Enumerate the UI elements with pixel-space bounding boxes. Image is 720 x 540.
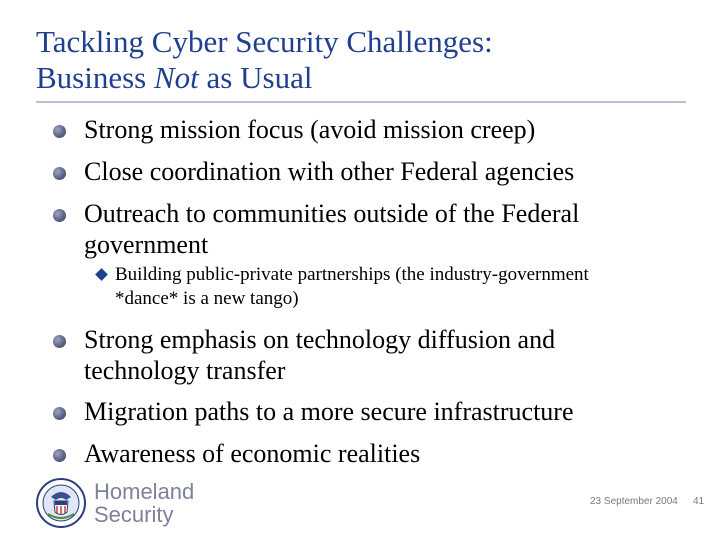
diamond-bullet-icon bbox=[95, 268, 108, 281]
logo-wordmark bbox=[94, 480, 194, 526]
bullet-item: Outreach to communities outside of the Federal government bbox=[52, 198, 654, 260]
bullet-list-bottom bbox=[52, 324, 682, 469]
dhs-logo bbox=[36, 478, 226, 528]
bullet-dot-icon bbox=[53, 335, 66, 348]
footer-date: 23 September 2004 bbox=[590, 496, 678, 507]
slide-title bbox=[36, 24, 676, 96]
bullet-list-top bbox=[52, 114, 682, 260]
bullet-item: Migration paths to a more secure infrastructure bbox=[52, 396, 682, 427]
bullet-item: Strong emphasis on technology diffusion and technology transfer bbox=[52, 324, 644, 386]
title-emphasis: Not bbox=[154, 60, 199, 95]
bullet-dot-icon bbox=[53, 209, 66, 222]
bullet-item: Close coordination with other Federal agencies bbox=[52, 156, 682, 187]
sub-bullet-item: Building public-private partnerships (the industry-government *dance* is a new tango) bbox=[95, 263, 655, 311]
bullet-dot-icon bbox=[53, 125, 66, 138]
bullet-dot-icon bbox=[53, 407, 66, 420]
title-divider bbox=[36, 101, 686, 103]
bullet-dot-icon bbox=[53, 449, 66, 462]
title-line-1: Tackling Cyber Security Challenges: bbox=[36, 24, 493, 59]
logo-line-2: Security bbox=[94, 502, 174, 527]
page-number: 41 bbox=[693, 496, 705, 507]
bullet-item: Strong mission focus (avoid mission creep) bbox=[52, 114, 682, 145]
title-line-2 bbox=[36, 60, 676, 96]
title-line-2-start: Business bbox=[36, 60, 154, 95]
bullet-item: Awareness of economic realities bbox=[52, 438, 682, 469]
logo-line-1: Homeland bbox=[94, 479, 195, 504]
title-line-2-end: as Usual bbox=[198, 60, 313, 95]
dhs-seal-icon bbox=[36, 478, 86, 528]
bullet-dot-icon bbox=[53, 167, 66, 180]
